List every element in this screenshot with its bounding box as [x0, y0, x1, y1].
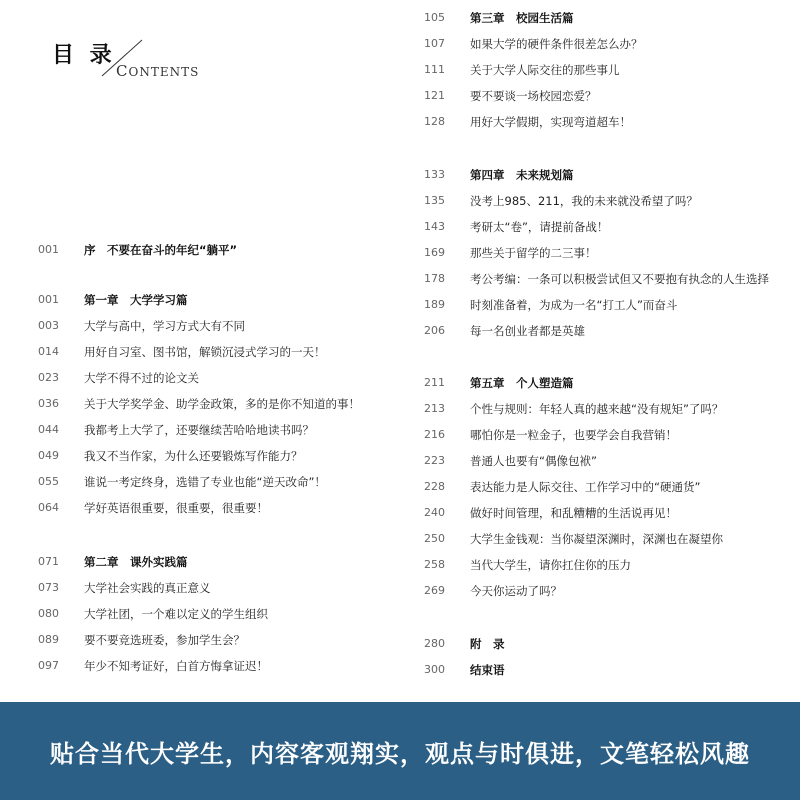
toc-entry-title: 关于大学奖学金、助学金政策，多的是你不知道的事！ — [84, 397, 360, 411]
toc-page-number: 216 — [424, 428, 445, 441]
toc-entry-title: 大学生金钱观：当你凝望深渊时，深渊也在凝望你 — [470, 532, 723, 546]
toc-page-number: 223 — [424, 454, 445, 467]
toc-page-number: 121 — [424, 89, 445, 102]
toc-entry-title: 年少不知考证好，白首方悔拿证迟！ — [84, 659, 268, 673]
toc-entry-title: 第三章 校园生活篇 — [470, 11, 574, 25]
toc-entry-title: 用好大学假期，实现弯道超车！ — [470, 115, 631, 129]
toc-entry-title: 要不要竞选班委，参加学生会？ — [84, 633, 245, 647]
toc-page-number: 258 — [424, 558, 445, 571]
toc-entry-title: 谁说一考定终身，选错了专业也能“逆天改命”！ — [84, 475, 326, 489]
toc-page-number: 080 — [38, 607, 59, 620]
toc-entry-title: 哪怕你是一粒金子，也要学会自我营销！ — [470, 428, 677, 442]
toc-entry-title: 时刻准备着，为成为一名“打工人”而奋斗 — [470, 298, 678, 312]
toc-page-number: 001 — [38, 293, 59, 306]
toc-entry-title: 要不要谈一场校园恋爱？ — [470, 89, 597, 103]
toc-entry-title: 没考上985、211，我的未来就没希望了吗？ — [470, 194, 698, 208]
toc-page-number: 135 — [424, 194, 445, 207]
toc-entry-title: 当代大学生，请你扛住你的压力 — [470, 558, 631, 572]
toc-page-number: 023 — [38, 371, 59, 384]
toc-title-en — [116, 62, 199, 80]
toc-page-number: 105 — [424, 11, 445, 24]
toc-entry-title: 第一章 大学学习篇 — [84, 293, 188, 307]
toc-page-number: 111 — [424, 63, 445, 76]
toc-page-number: 133 — [424, 168, 445, 181]
toc-title-en-rest: ONTENTS — [128, 65, 200, 79]
toc-page-number: 211 — [424, 376, 445, 389]
toc-page-number: 036 — [38, 397, 59, 410]
toc-page-number: 049 — [38, 449, 59, 462]
toc-page-number: 300 — [424, 663, 445, 676]
toc-page-number: 071 — [38, 555, 59, 568]
toc-page-number: 143 — [424, 220, 445, 233]
toc-page-number: 055 — [38, 475, 59, 488]
toc-entry-title: 我又不当作家，为什么还要锻炼写作能力？ — [84, 449, 303, 463]
toc-page-number: 169 — [424, 246, 445, 259]
toc-page-number: 001 — [38, 243, 59, 256]
toc-entry-title: 个性与规则：年轻人真的越来越“没有规矩”了吗？ — [470, 402, 724, 416]
toc-entry-title: 第二章 课外实践篇 — [84, 555, 188, 569]
toc-entry-title: 如果大学的硬件条件很差怎么办？ — [470, 37, 643, 51]
toc-entry-title: 第五章 个人塑造篇 — [470, 376, 574, 390]
toc-entry-title: 学好英语很重要，很重要，很重要！ — [84, 501, 268, 515]
toc-entry-title: 考公考编：一条可以积极尝试但又不要抱有执念的人生选择 — [470, 272, 769, 286]
toc-page-number: 189 — [424, 298, 445, 311]
toc-entry-title: 我都考上大学了，还要继续苦哈哈地读书吗？ — [84, 423, 314, 437]
toc-page-number: 213 — [424, 402, 445, 415]
promo-banner — [0, 702, 800, 800]
promo-banner-text: 贴合当代大学生，内容客观翔实，观点与时俱进，文笔轻松风趣 — [50, 739, 750, 768]
toc-page-number: 014 — [38, 345, 59, 358]
toc-title-zh: 目 录 — [52, 43, 116, 68]
toc-entry-title: 今天你运动了吗？ — [470, 584, 562, 598]
toc-page-number: 003 — [38, 319, 59, 332]
toc-page-number: 097 — [38, 659, 59, 672]
toc-page-number: 228 — [424, 480, 445, 493]
toc-page-number: 044 — [38, 423, 59, 436]
toc-entry-title: 关于大学人际交往的那些事儿 — [470, 63, 620, 77]
toc-page-number: 064 — [38, 501, 59, 514]
toc-entry-title: 用好自习室、图书馆，解锁沉浸式学习的一天！ — [84, 345, 326, 359]
toc-page-number: 250 — [424, 532, 445, 545]
toc-page-number: 280 — [424, 637, 445, 650]
toc-entry-title: 附 录 — [470, 637, 505, 651]
toc-page-number: 107 — [424, 37, 445, 50]
toc-entry-title: 大学与高中，学习方式大有不同 — [84, 319, 245, 333]
toc-entry-title: 大学社团，一个难以定义的学生组织 — [84, 607, 268, 621]
toc-entry-title: 普通人也要有“偶像包袱” — [470, 454, 597, 468]
toc-entry-title: 大学不得不过的论文关 — [84, 371, 199, 385]
toc-page-number: 089 — [38, 633, 59, 646]
toc-entry-title: 每一名创业者都是英雄 — [470, 324, 585, 338]
toc-entry-title: 考研太“卷”，请提前备战！ — [470, 220, 609, 234]
toc-page-number: 269 — [424, 584, 445, 597]
toc-entry-title: 序 不要在奋斗的年纪“躺平” — [84, 243, 238, 257]
toc-entry-title: 做好时间管理，和乱糟糟的生活说再见！ — [470, 506, 677, 520]
toc-entry-title: 大学社会实践的真正意义 — [84, 581, 211, 595]
toc-entry-title: 表达能力是人际交往、工作学习中的“硬通货” — [470, 480, 701, 494]
toc-page-number: 240 — [424, 506, 445, 519]
toc-page-number: 178 — [424, 272, 445, 285]
toc-page-number: 073 — [38, 581, 59, 594]
toc-page-number: 206 — [424, 324, 445, 337]
toc-page-number: 128 — [424, 115, 445, 128]
toc-entry-title: 结束语 — [470, 663, 505, 677]
toc-title-en-initial: C — [116, 62, 129, 80]
toc-entry-title: 第四章 未来规划篇 — [470, 168, 574, 182]
toc-entry-title: 那些关于留学的二三事！ — [470, 246, 597, 260]
